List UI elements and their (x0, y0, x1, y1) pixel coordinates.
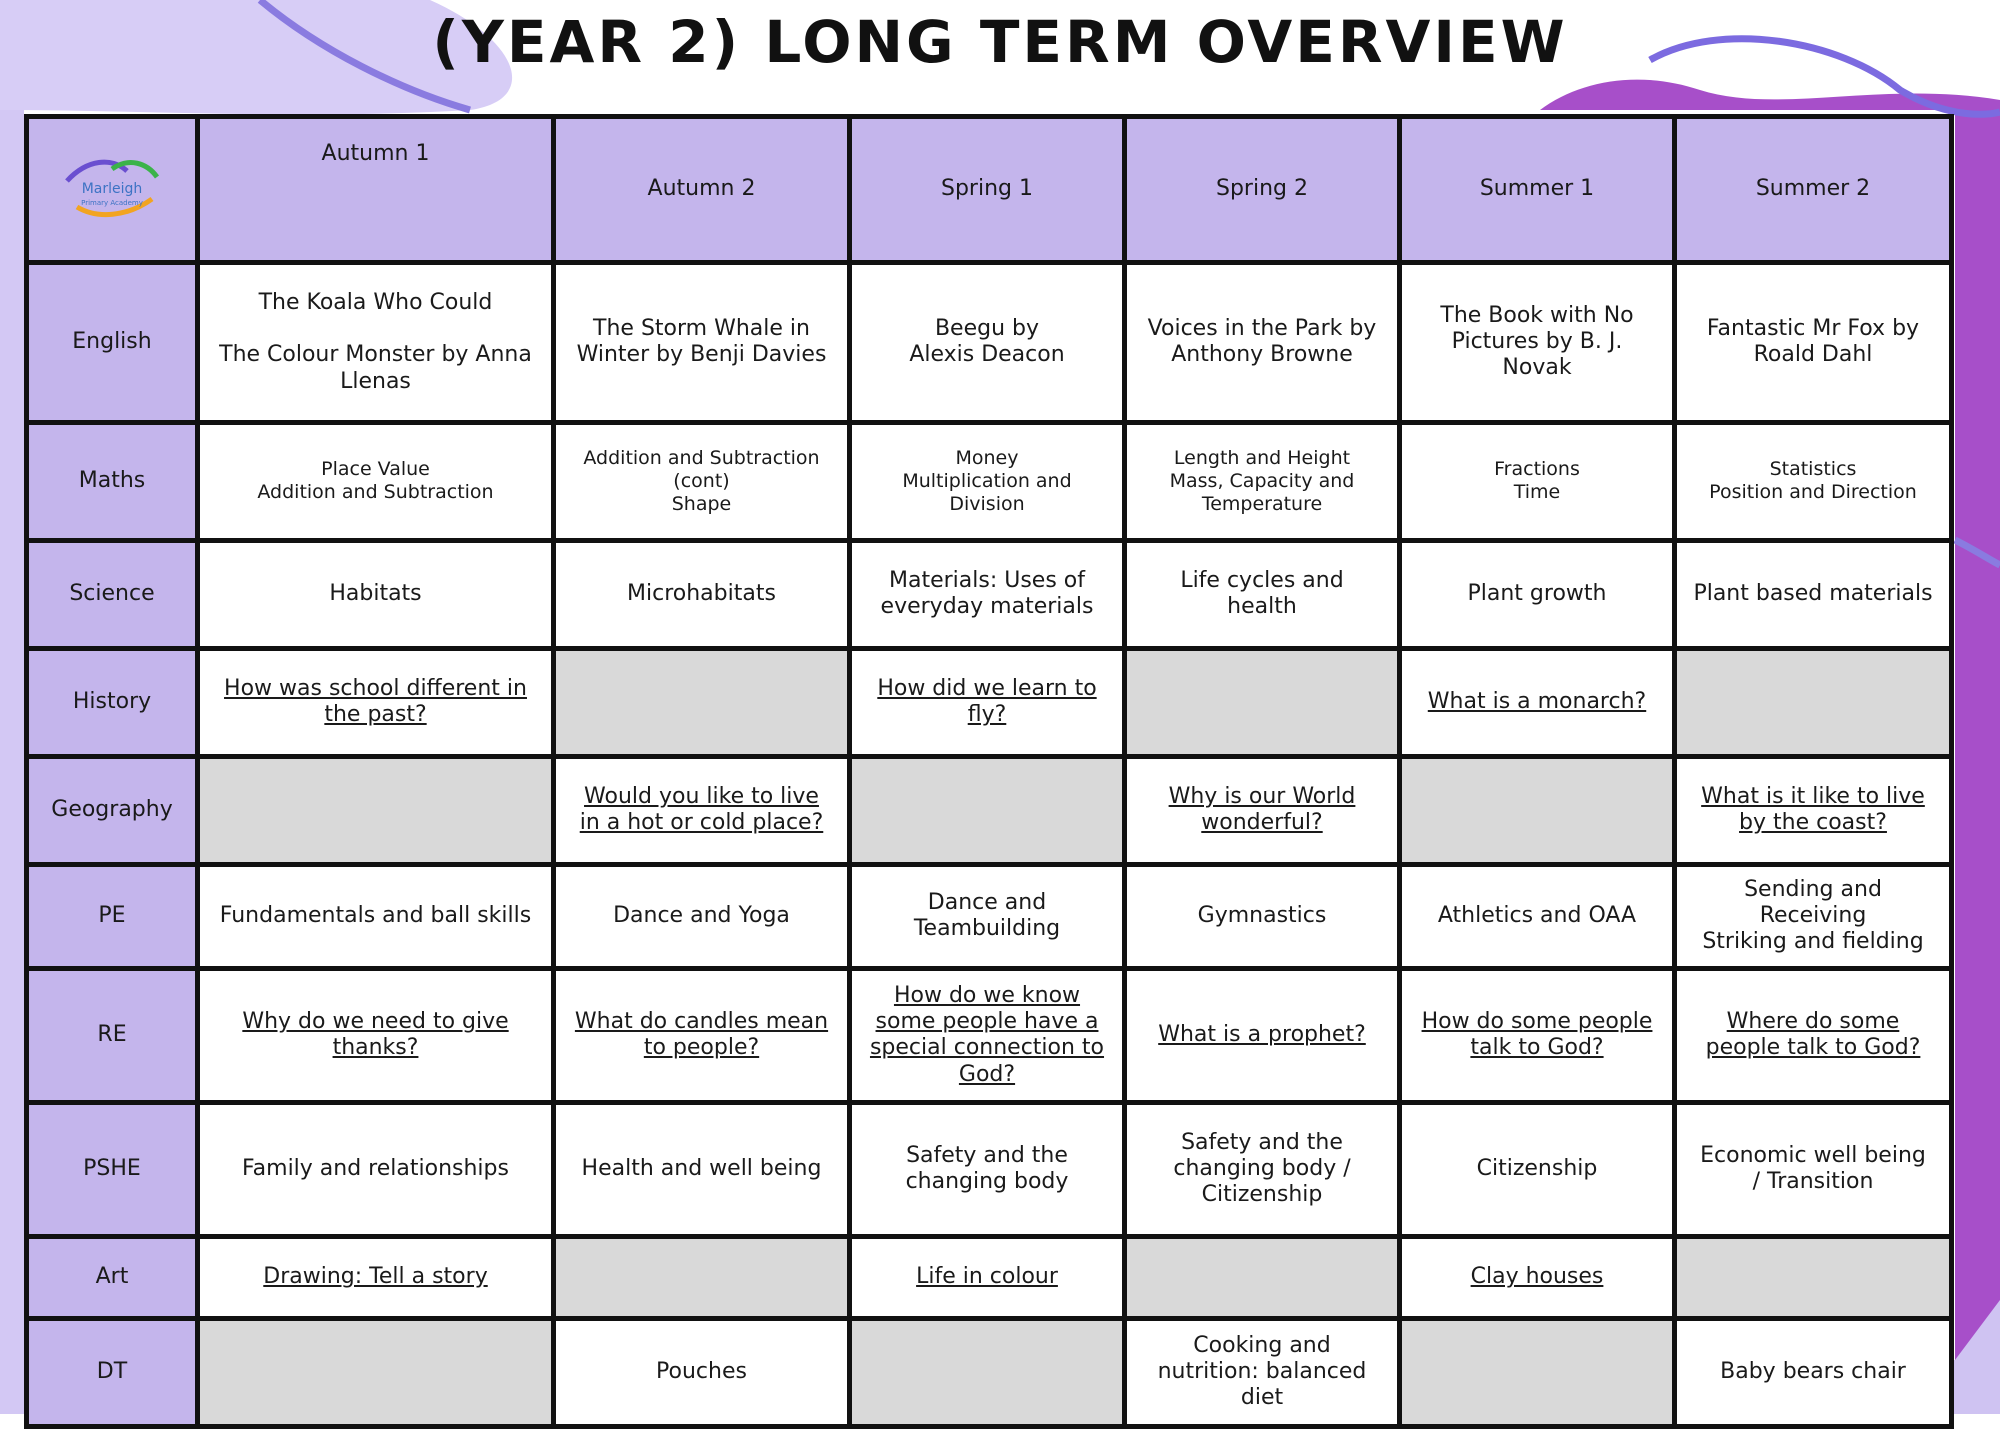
table-cell (1125, 1236, 1400, 1318)
cell-text: Family and relationships (242, 1156, 509, 1182)
cell-text: Dance and Teambuilding (913, 889, 1061, 942)
table-cell (1675, 648, 1952, 756)
cell-text: The Koala Who Could The Colour Monster by Anna Llenas (219, 289, 532, 394)
topic-link[interactable]: Where do some people talk to God? (1705, 1008, 1921, 1061)
topic-link[interactable]: Why do we need to give thanks? (242, 1008, 509, 1061)
table-cell (1400, 422, 1675, 540)
table-row (27, 968, 1952, 1102)
table-cell (1125, 968, 1400, 1102)
topic-link[interactable]: Why is our World wonderful? (1168, 783, 1356, 836)
table-cell (1400, 864, 1675, 968)
cell-text: Plant growth (1467, 581, 1607, 607)
subject-label: PE (27, 864, 198, 968)
topic-link[interactable]: How did we learn to fly? (877, 675, 1097, 728)
table-row (27, 422, 1952, 540)
table-cell (1675, 422, 1952, 540)
cell-text: Health and well being (581, 1156, 822, 1182)
cell-text: Citizenship (1476, 1156, 1598, 1182)
table-cell (554, 262, 850, 422)
table-cell (1400, 262, 1675, 422)
logo-subtitle: Primary Academy (81, 199, 143, 208)
cell-text: Materials: Uses of everyday materials (880, 567, 1094, 620)
cell-text: Fractions Time (1494, 458, 1580, 504)
table-cell (1675, 968, 1952, 1102)
column-header: Summer 1 (1400, 117, 1675, 263)
topic-link[interactable]: How was school different in the past? (224, 675, 527, 728)
table-row (27, 540, 1952, 648)
table-cell (198, 864, 554, 968)
table-cell (554, 756, 850, 864)
column-header: Spring 1 (850, 117, 1125, 263)
cell-text: Length and Height Mass, Capacity and Temperature (1169, 447, 1355, 515)
cell-text: Habitats (329, 581, 422, 607)
table-cell (1400, 1318, 1675, 1426)
topic-link[interactable]: How do we know some people have a special connection to God? (869, 982, 1105, 1087)
left-lilac-band (0, 110, 24, 1414)
table-cell (1125, 864, 1400, 968)
cell-text: The Storm Whale in Winter by Benji Davies (576, 315, 827, 368)
column-header: Spring 2 (1125, 117, 1400, 263)
table-body (27, 262, 1952, 1426)
topic-link[interactable]: Drawing: Tell a story (263, 1264, 488, 1290)
table-row (27, 1102, 1952, 1236)
table-cell (850, 262, 1125, 422)
table-cell (1675, 1236, 1952, 1318)
table-cell (1125, 648, 1400, 756)
topic-link[interactable]: Would you like to live in a hot or cold place? (579, 783, 824, 836)
table-cell (198, 1102, 554, 1236)
subject-label: Art (27, 1236, 198, 1318)
table-cell (1400, 1102, 1675, 1236)
table-cell (198, 1318, 554, 1426)
table-cell (1125, 1318, 1400, 1426)
table-cell (1400, 540, 1675, 648)
cell-text: Athletics and OAA (1437, 903, 1637, 929)
table-cell (198, 968, 554, 1102)
page-title: (YEAR 2) LONG TERM OVERVIEW (432, 8, 1568, 76)
school-logo (57, 149, 167, 229)
subject-label: English (27, 262, 198, 422)
column-header: Summer 2 (1675, 117, 1952, 263)
topic-link[interactable]: What do candles mean to people? (574, 1008, 829, 1061)
logo-name: Marleigh (81, 181, 143, 198)
table-cell (198, 422, 554, 540)
cell-text: Addition and Subtraction (cont) Shape (583, 447, 820, 515)
table-cell (554, 968, 850, 1102)
cell-text: Economic well being / Transition (1700, 1142, 1926, 1195)
table-row (27, 262, 1952, 422)
subject-label: PSHE (27, 1102, 198, 1236)
table-cell (1675, 262, 1952, 422)
cell-text: Sending and Receiving Striking and fielding (1702, 876, 1924, 955)
table-cell (554, 1236, 850, 1318)
table-cell (1125, 422, 1400, 540)
table-cell (850, 540, 1125, 648)
table-cell (1400, 756, 1675, 864)
table-cell (1125, 262, 1400, 422)
table-cell (850, 422, 1125, 540)
table-cell (1400, 1236, 1675, 1318)
subject-label: History (27, 648, 198, 756)
table-cell (198, 648, 554, 756)
subject-label: DT (27, 1318, 198, 1426)
table-cell (850, 756, 1125, 864)
cell-text: Beegu by Alexis Deacon (909, 315, 1065, 368)
table-cell (850, 864, 1125, 968)
table-cell (850, 648, 1125, 756)
table-cell (554, 1102, 850, 1236)
table-row (27, 1236, 1952, 1318)
topic-link[interactable]: What is a prophet? (1158, 1022, 1366, 1048)
header-row (27, 117, 1952, 263)
cell-text: Gymnastics (1197, 903, 1327, 929)
table-cell (554, 864, 850, 968)
table-cell (1675, 540, 1952, 648)
table-row (27, 756, 1952, 864)
table-cell (198, 756, 554, 864)
table-cell (1125, 540, 1400, 648)
table-cell (554, 540, 850, 648)
topic-link[interactable]: What is it like to live by the coast? (1701, 783, 1925, 836)
subject-label: RE (27, 968, 198, 1102)
topic-link[interactable]: How do some people talk to God? (1421, 1008, 1653, 1061)
subject-label: Geography (27, 756, 198, 864)
table-cell (1675, 1102, 1952, 1236)
table-cell (198, 1236, 554, 1318)
column-header: Autumn 2 (554, 117, 850, 263)
cell-text: Safety and the changing body (905, 1142, 1069, 1195)
cell-text: Life cycles and health (1180, 567, 1344, 620)
cell-text: Money Multiplication and Division (902, 447, 1072, 515)
cell-text: Plant based materials (1693, 581, 1933, 607)
topic-link[interactable]: Clay houses (1470, 1264, 1604, 1290)
topic-link[interactable]: Life in colour (916, 1264, 1058, 1290)
table-cell (554, 648, 850, 756)
cell-text: Statistics Position and Direction (1709, 458, 1917, 504)
logo-cell (27, 117, 198, 263)
logo-swoosh-green (112, 163, 157, 177)
table-cell (1400, 968, 1675, 1102)
subject-label: Science (27, 540, 198, 648)
cell-text: The Book with No Pictures by B. J. Novak (1440, 302, 1634, 381)
table-cell (554, 1318, 850, 1426)
cell-text: Place Value Addition and Subtraction (257, 458, 494, 504)
overview-table (24, 114, 1954, 1429)
table-cell (850, 1102, 1125, 1236)
table-cell (850, 968, 1125, 1102)
table-row (27, 1318, 1952, 1426)
table-row (27, 648, 1952, 756)
column-header: Autumn 1 (198, 117, 554, 263)
table-row (27, 864, 1952, 968)
table-cell (554, 422, 850, 540)
cell-text: Fundamentals and ball skills (219, 903, 532, 929)
table-cell (198, 262, 554, 422)
cell-text: Dance and Yoga (613, 903, 790, 929)
table-cell (1675, 1318, 1952, 1426)
cell-text: Voices in the Park by Anthony Browne (1147, 315, 1377, 368)
cell-text: Safety and the changing body / Citizenship (1173, 1129, 1351, 1208)
table-cell (1125, 1102, 1400, 1236)
cell-text: Baby bears chair (1720, 1359, 1906, 1385)
topic-link[interactable]: What is a monarch? (1427, 689, 1647, 715)
cell-text: Microhabitats (627, 581, 776, 607)
table-cell (198, 540, 554, 648)
cell-text: Cooking and nutrition: balanced diet (1157, 1332, 1367, 1411)
table-cell (1675, 756, 1952, 864)
cell-text: Fantastic Mr Fox by Roald Dahl (1706, 315, 1920, 368)
table-cell (1400, 648, 1675, 756)
table-cell (850, 1236, 1125, 1318)
table-cell (850, 1318, 1125, 1426)
subject-label: Maths (27, 422, 198, 540)
table-cell (1125, 756, 1400, 864)
cell-text: Pouches (656, 1359, 747, 1385)
table-cell (1675, 864, 1952, 968)
